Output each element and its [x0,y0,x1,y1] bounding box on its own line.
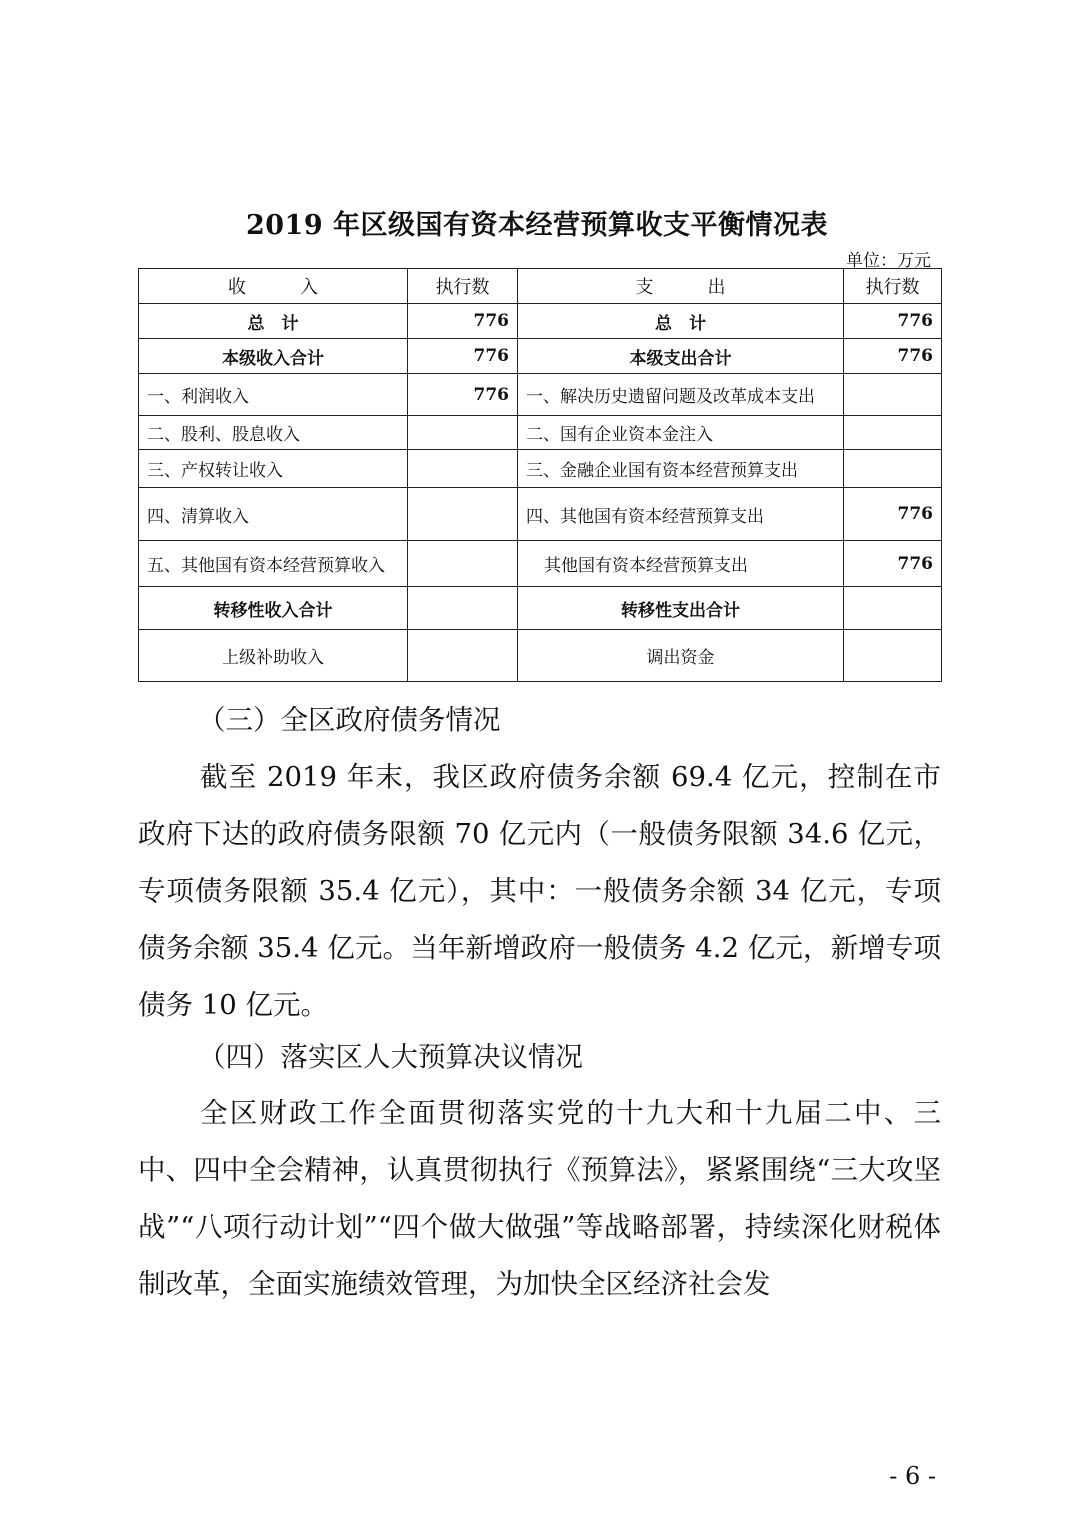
income-cell: 五、其他国有资本经营预算收入 [139,541,408,587]
expense-cell: 二、国有企业资本金注入 [518,416,844,450]
table-header-row [139,269,942,304]
section-body-debt: 截至 2019 年末，我区政府债务余额 69.4 亿元，控制在市政府下达的政府债务限额 70 亿元内（一般债务限额 34.6 亿元，专项债务限额 35.4 亿元），其中：一般债务余额 34 亿元，专项债务余额 35.4 亿元。当年新增政府一般债务 4.2 亿元，新增专项债务 10 亿元。 [138,761,941,1021]
income-cell: 三、产权转让收入 [139,450,408,488]
income-amount-cell: 776 [408,304,518,339]
income-amount-cell [408,541,518,587]
income-amount-cell [408,630,518,682]
expense-amount-cell: 776 [844,339,942,374]
income-cell: 本级收入合计 [139,339,408,374]
table-row-local-total [139,339,942,374]
header-expense: 支 出 [518,269,844,304]
header-income-amount: 执行数 [408,269,518,304]
income-amount-cell [408,587,518,630]
section-body-resolution: 全区财政工作全面贯彻落实党的十九大和十九届二中、三中、四中全会精神，认真贯彻执行《预算法》，紧紧围绕“三大攻坚战”“八项行动计划”“四个做大做强”等战略部署，持续深化财税体制改革，全面实施绩效管理，为加快全区经济社会发 [138,1097,941,1300]
section-heading-debt: （三）全区政府债务情况 [198,704,501,736]
income-amount-cell [408,488,518,541]
expense-amount-cell [844,630,942,682]
income-amount-cell: 776 [408,339,518,374]
table-row [139,488,942,541]
section-heading-resolution: （四）落实区人大预算决议情况 [198,1041,583,1073]
expense-cell: 一、解决历史遗留问题及改革成本支出 [518,374,844,416]
expense-cell: 总 计 [518,304,844,339]
expense-cell: 转移性支出合计 [518,587,844,630]
income-cell: 总 计 [139,304,408,339]
income-amount-cell [408,416,518,450]
expense-amount-cell: 776 [844,541,942,587]
budget-balance-table [138,268,942,682]
page-number: - 6 - [889,1462,936,1490]
expense-amount-cell: 776 [844,304,942,339]
expense-amount-cell [844,450,942,488]
income-cell: 一、利润收入 [139,374,408,416]
expense-cell: 其他国有资本经营预算支出 [518,541,844,587]
income-amount-cell [408,450,518,488]
expense-amount-cell [844,374,942,416]
expense-amount-cell [844,416,942,450]
expense-cell: 本级支出合计 [518,339,844,374]
table-row [139,374,942,416]
expense-cell: 三、金融企业国有资本经营预算支出 [518,450,844,488]
expense-amount-cell: 776 [844,488,942,541]
income-cell: 二、股利、股息收入 [139,416,408,450]
table-row [139,450,942,488]
income-cell: 四、清算收入 [139,488,408,541]
income-amount-cell: 776 [408,374,518,416]
expense-amount-cell [844,587,942,630]
income-cell: 上级补助收入 [139,630,408,682]
table-row [139,630,942,682]
table-row [139,416,942,450]
income-cell: 转移性收入合计 [139,587,408,630]
table-row-total [139,304,942,339]
unit-label: 单位：万元 [846,251,931,271]
table-row [139,541,942,587]
expense-cell: 四、其他国有资本经营预算支出 [518,488,844,541]
header-expense-amount: 执行数 [844,269,942,304]
expense-cell: 调出资金 [518,630,844,682]
table-title: 2019 年区级国有资本经营预算收支平衡情况表 [245,210,829,241]
header-income: 收 入 [139,269,408,304]
table-row-transfer-total [139,587,942,630]
